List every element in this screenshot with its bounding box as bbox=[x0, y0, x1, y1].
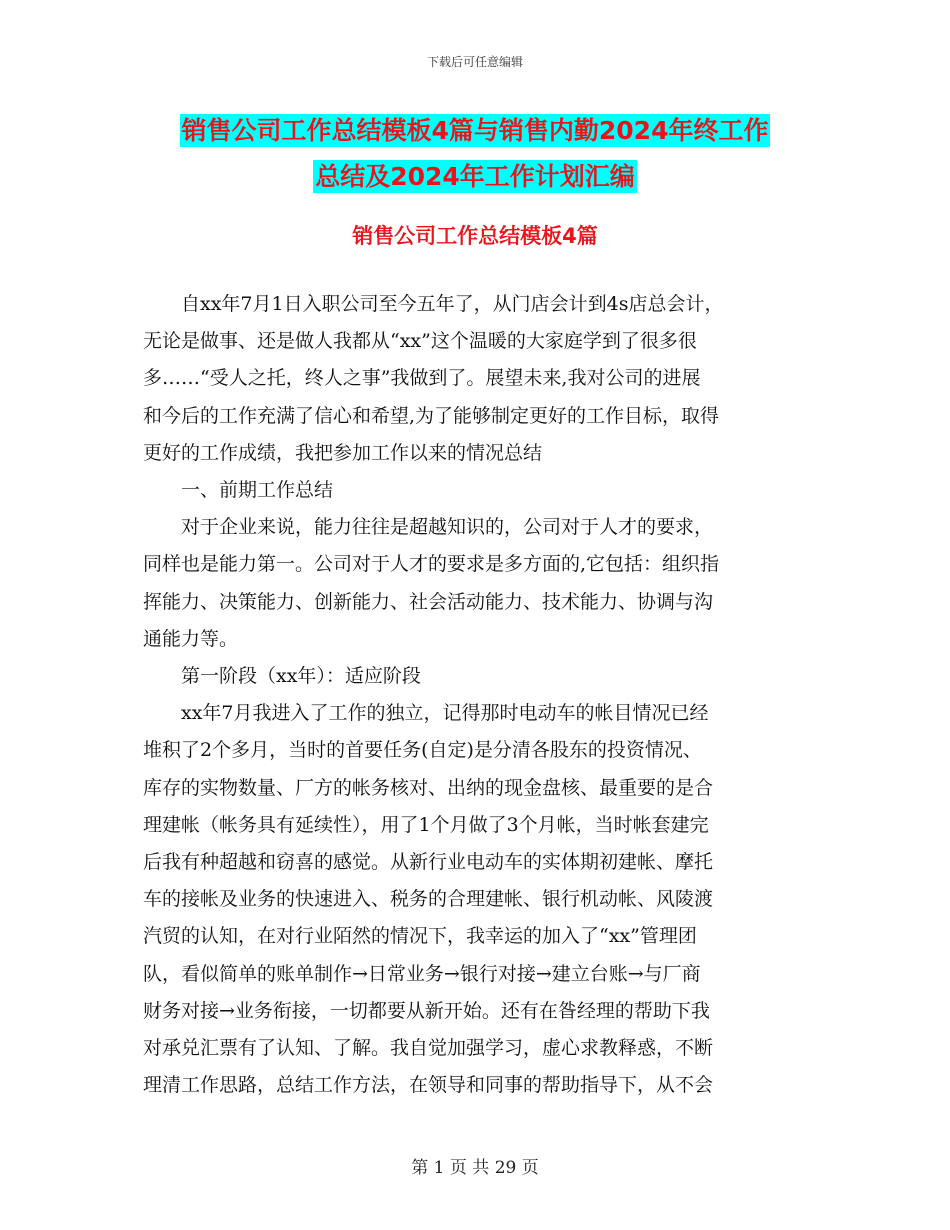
body-line: xx年7月我进入了工作的独立，记得那时电动车的帐目情况已经 bbox=[143, 702, 709, 725]
body-line: 理建帐（帐务具有延续性），用了1个月做了3个月帐，当时帐套建完 bbox=[143, 813, 709, 836]
body-line: 通能力等。 bbox=[143, 627, 239, 650]
document-title bbox=[0, 108, 950, 200]
body-text bbox=[143, 286, 808, 1104]
body-line: 更好的工作成绩，我把参加工作以来的情况总结 bbox=[143, 441, 543, 464]
body-line: 队，看似简单的账单制作→日常业务→银行对接→建立台账→与厂商 bbox=[143, 962, 701, 985]
document-body bbox=[143, 286, 808, 1104]
body-line: 车的接帐及业务的快速进入、税务的合理建帐、银行机动帐、风陵渡 bbox=[143, 888, 714, 911]
body-line: 财务对接→业务衔接，一切都要从新开始。还有在昝经理的帮助下我 bbox=[143, 999, 710, 1022]
body-line: 库存的实物数量、厂方的帐务核对、出纳的现金盘核、最重要的是合 bbox=[143, 776, 714, 799]
title-line-1: 销售公司工作总结模板4篇与销售内勤2024年终工作 bbox=[181, 116, 769, 145]
body-line: 第一阶段（xx年）：适应阶段 bbox=[143, 665, 421, 688]
body-line: 对于企业来说，能力往往是超越知识的，公司对于人才的要求， bbox=[143, 516, 714, 539]
page-footer: 第 1 页 共 29 页 bbox=[411, 1158, 539, 1178]
body-line: 一、前期工作总结 bbox=[143, 479, 334, 502]
body-line: 理清工作思路，总结工作方法，在领导和同事的帮助指导下，从不会 bbox=[143, 1074, 714, 1097]
body-line: 同样也是能力第一。公司对于人才的要求是多方面的,它包括：组织指 bbox=[143, 553, 720, 576]
header-note: 下载后可任意编辑 bbox=[426, 55, 523, 69]
body-line: 对承兑汇票有了认知、了解。我自觉加强学习，虚心求教释惑，不断 bbox=[143, 1037, 714, 1060]
body-line: 堆积了2个多月，当时的首要任务(自定)是分清各股东的投资情况、 bbox=[143, 739, 702, 762]
body-line: 后我有种超越和窃喜的感觉。从新行业电动车的实体期初建帐、摩托 bbox=[143, 851, 714, 874]
body-line: 汽贸的认知，在对行业陌然的情况下，我幸运的加入了“xx”管理团 bbox=[143, 925, 697, 948]
section-title: 销售公司工作总结模板4篇 bbox=[352, 224, 598, 248]
body-line: 多……“受人之托，终人之事”我做到了。展望未来,我对公司的进展 bbox=[143, 367, 701, 390]
body-line: 和今后的工作充满了信心和希望,为了能够制定更好的工作目标，取得 bbox=[143, 404, 720, 427]
body-line: 自xx年7月1日入职公司至今五年了，从门店会计到4s店总会计， bbox=[143, 293, 724, 315]
title-line-2: 总结及2024年工作计划汇编 bbox=[315, 162, 635, 191]
body-line: 挥能力、决策能力、创新能力、社会活动能力、技术能力、协调与沟 bbox=[143, 590, 714, 613]
body-line: 无论是做事、还是做人我都从“xx”这个温暖的大家庭学到了很多很 bbox=[143, 330, 697, 353]
